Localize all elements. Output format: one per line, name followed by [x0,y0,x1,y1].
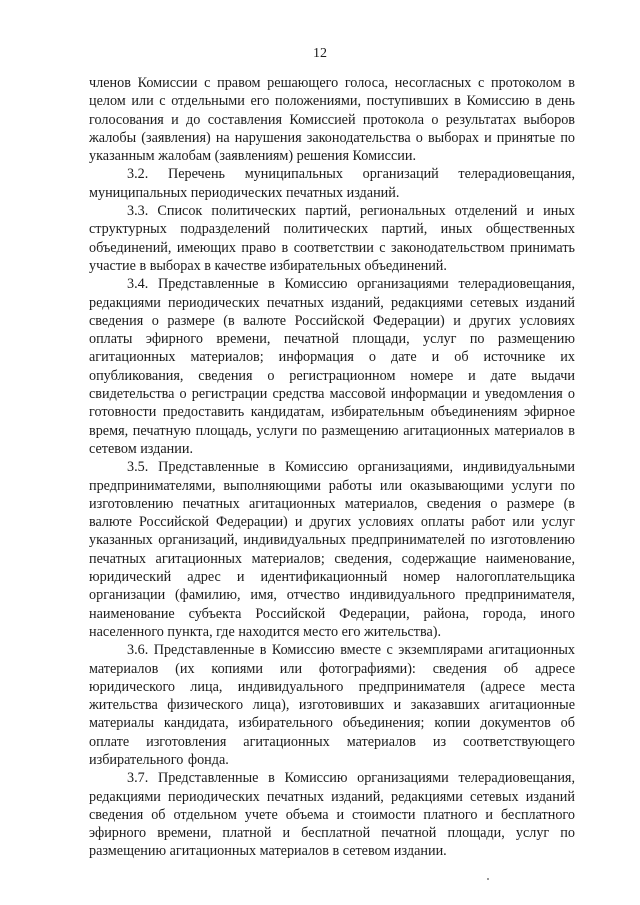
paragraph-3-7: 3.7. Представленные в Комиссию организациями телерадиовещания, редакциями периодических печатных изданий, редакциями сетевых изданий сведения об отдельном учете объема и стоимости платного и бесплатного эфирного времени, платной и бесплатной печатной площади, услуг по размещению агитационных материалов в сетевом издании. [89,770,575,860]
paragraph-3-4: 3.4. Представленные в Комиссию организациями телерадиовещания, редакциями периодических печатных изданий, редакциями сетевых изданий сведения о размере (в валюте Российской Федерации) и других условиях оплаты эфирного времени, печатной площади, услуг по размещению агитационных материалов; информация о дате и об источнике их опубликования, сведения о регистрационном номере и дате выдачи свидетельства о регистрации средства массовой информации и уведомления о готовности предоставить кандидатам, избирательным объединениям эфирное время, печатную площадь, услуги по размещению агитационных материалов в сетевом издании. [89,276,575,457]
page-number: 12 [313,46,327,61]
document-body [89,74,575,861]
paragraph-3-6: 3.6. Представленные в Комиссию вместе с экземплярами агитационных материалов (их копиями или фотографиями): сведения об адресе юридического лица, индивидуального предпринимателя (адресе места жительства физического лица), изготовивших и заказавших агитационные материалы кандидата, избирательного объединения; копии документов об оплате изготовления агитационных материалов из соответствующего избирательного фонда. [89,642,575,768]
paragraph-continuation: членов Комиссии с правом решающего голоса, несогласных с протоколом в целом или с отдельными его положениями, поступивших в Комиссию в день голосования и до составления Комиссией протокола о результатах выборов жалобы (заявления) на нарушения законодательства о выборах и принятые по указанным жалобам (заявлениям) решения Комиссии. [89,75,575,165]
paragraph-3-2: 3.2. Перечень муниципальных организаций телерадиовещания, муниципальных периодических печатных изданий. [89,166,575,201]
scan-dot-mark [487,878,489,880]
paragraph-3-5: 3.5. Представленные в Комиссию организациями, индивидуальными предпринимателями, выполняющими работы или оказывающими услуги по изготовлению печатных агитационных материалов, сведения о размере (в валюте Российской Федерации) и других условиях оплаты работ или услуг указанных организаций, индивидуальных предпринимателей по изготовлению печатных агитационных материалов; сведения, содержащие наименование, юридический адрес и идентификационный номер налогоплательщика организации (фамилию, имя, отчество индивидуального предпринимателя, наименование субъекта Российской Федерации, района, города, иного населенного пункта, где находится место его жительства). [89,459,575,640]
paragraph-3-3: 3.3. Список политических партий, региональных отделений и иных структурных подразделений политических партий, иных общественных объединений, имеющих право в соответствии с законодательством принимать участие в выборах в качестве избирательных объединений. [89,203,575,274]
